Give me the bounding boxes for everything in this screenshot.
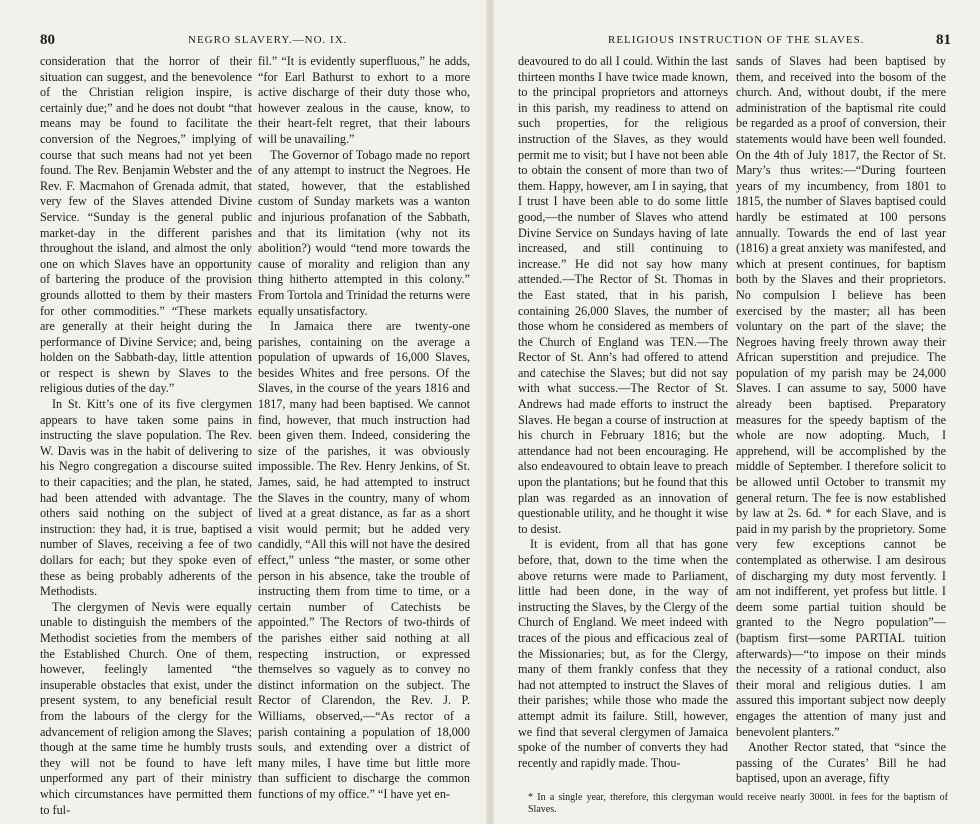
paragraph: It is evident, from all that has gone before, that, down to the time when the above returns were made to Parliament, little had been done, in the way of instructing the Slaves, by the Clergy of the Church of England. We meet indeed with traces of the pious and efficacious zeal of the Missionaries; but, as for the Clergy, many of them frankly confess that they had not attempted to instruct the Slaves of their parishes; while those who made the attempt admit its failure. Still, however, we find that several clergymen of Jamaica spoke of the number of converts they had recently and rapidly made. Thou- — [518, 537, 728, 770]
left-column-2 — [258, 54, 470, 824]
page-number-left: 80 — [40, 32, 55, 48]
paragraph: The clergymen of Nevis were equally unable to distinguish the members of the Methodist societies from the members of the Established Church. One of them, however, feelingly lamented “the insuperable obstacles that exist, under the present system, to any beneficial result from the labours of the clergy for the advancement of religion among the Slaves; though at the same time he humbly trusts they will not be found to have left unperformed any part of their ministry which circumstances have permitted them to ful- — [40, 599, 252, 817]
right-column-2 — [736, 54, 946, 790]
running-head-right: RELIGIOUS INSTRUCTION OF THE SLAVES. — [608, 34, 865, 46]
paragraph: In St. Kitt’s one of its five clergymen appears to have taken some pains in instructing the slave population. The Rev. W. Davis was in the habit of delivering to his Negro congregation a discourse suited to their capacities; and the plan, he stated, had been attended with advantage. The others said nothing on the subject of instruction: they had, it is true, baptised a number of Slaves, receiving a fee of two dollars for each; but they spoke even of these as being probably adherents of the Methodists. — [40, 397, 252, 599]
paragraph: The Governor of Tobago made no report of any attempt to instruct the Negroes. He stated, however, that the established custom of Sunday markets was a wanton and injurious profanation of the Sabbath, and that its limitation (why not its abolition?) would “tend more towards the cause of morality and religion than any thing hitherto attempted in this colony.” From Tortola and Trinidad the returns were equally unsatisfactory. — [258, 147, 470, 318]
page-number-right: 81 — [936, 32, 951, 48]
paragraph: consideration that the horror of their situation can suggest, and the benevolence of the Christian religion inspire, is certainly due;” and he does not doubt “that means may be found to facilitate the conversion of the Negroes,” implying of course that such means had not yet been found. The Rev. Benjamin Webster and the Rev. F. Macmahon of Grenada admit, that very few of the Slaves attended Divine Service. “Sunday is the general public market-day in the different parishes throughout the island, and almost the only one on which Slaves have an opportunity of bartering the produce of the provision grounds allotted to them by their masters for other commodities.” “These markets are generally at their height during the performance of Divine Service; and, being holden on the Sabbath-day, little attention or respect is shewn by Slaves to the religious duties of the day.” — [40, 54, 252, 396]
right-column-1 — [518, 54, 728, 790]
paragraph: Another Rector stated, that “since the passing of the Curates’ Bill he had baptised, upon an average, fifty — [736, 740, 946, 786]
running-head-left: NEGRO SLAVERY.—NO. IX. — [188, 34, 348, 46]
left-column-1 — [40, 54, 252, 824]
paragraph: deavoured to do all I could. Within the last thirteen months I have twice made known, to the principal proprietors and attorneys in this parish, my readiness to attend on such properties, for the religious instruction of the Slaves, as they would permit me to visit; but I have not been able to obtain the consent of more than two of them. Happy, however, am I in saying, that I trust I have been able to do some little good,—the number of Slaves who attend Divine Service on Sundays having of late increased, and still continuing to increase.” He did not say how many attended.—The Rector of St. Thomas in the East stated, that in his parish, containing 26,000 Slaves, the number of those whom he considered as members of the Church of England was TEN.—The Rector of St. Ann’s had offered to attend and catechise the Slaves; but did not say with what success.—The Rector of St. Andrews had made efforts to instruct the Slaves. He began a course of instruction at his church in February 1816; but the attendance had not been encouraging. He also endeavoured to obtain leave to preach upon the plantations; but he found that this plan was regarded as an innovation of questionable utility, and he thought it wise to desist. — [518, 54, 728, 536]
paragraph: In Jamaica there are twenty-one parishes, containing on the average a population of upwards of 16,000 Slaves, besides Whites and free persons. Of the Slaves, in the course of the years 1816 and 1817, many had been baptised. We cannot find, however, that much instruction had been given them. Indeed, considering the size of the parishes, it was obviously impossible. The Rev. Henry Jenkins, of St. James, said, he had attempted to instruct the Slaves in the country, many of whom lived at a great distance, as far as a short visit would permit; but he added very candidly, “All this will not have the desired effect,” unless “the master, or some other person in his absence, take the trouble of instructing them from time to time, or a certain number of Catechists be appointed.” The Rectors of two-thirds of the parishes either said nothing at all respecting instruction, or expressed themselves so vaguely as to convey no distinct information on the subject. The Rector of Clarendon, the Rev. J. P. Williams, observed,—“As rector of a parish containing a population of 18,000 souls, and extending over a district of many miles, I have time but little more than sufficient to discharge the common functions of my office.” “I have yet en- — [258, 319, 470, 801]
right-page — [490, 0, 980, 824]
paragraph: sands of Slaves had been baptised by them, and received into the bosom of the church. And, without doubt, if the mere administration of the baptismal rite could be regarded as a proof of conversion, their statements would have been well founded. On the 4th of July 1817, the Rector of St. Mary’s thus writes:—“During fourteen years of my incumbency, from 1801 to 1815, the number of Slaves baptised could hardly be estimated at 100 persons annually. Towards the end of last year (1816) a great anxiety was manifested, and which at present continues, for baptism both by the Slaves and their proprietors. No compulsion I believe has been exercised by the master; all has been voluntary on the part of the slave; the Negroes having freely thrown away their African superstition and prejudice. The population of my parish may be 24,000 Slaves. I can assume to say, 5000 have already been baptised. Preparatory measures for the speedy baptism of the whole are now adopting. Much, I apprehend, will be accomplished by the middle of September. I therefore solicit to be allowed until October to transmit my general return. The fee is now established by law at 2s. 6d. * for each Slave, and is paid in my parish by the proprietory. Some very few exceptions cannot be contemplated as otherwise. I am desirous of discharging my duty most fervently. I am not indifferent, yet profess but little. I deem some partial tuition should be granted to the Negro population”—(baptism first—some PARTIAL tuition afterwards)—“to impose on their minds the necessity of a rational conduct, also their moral and religious duties. I am assured this important subject now deeply engages the attention of many just and benevolent planters.” — [736, 54, 946, 739]
footnote: * In a single year, therefore, this clergyman would receive nearly 3000l. in fees for the baptism of Slaves. — [528, 792, 948, 815]
paragraph: fil.” “It is evidently superfluous,” he adds, “for Earl Bathurst to exhort to a more active discharge of their duty those who, however zealous in the cause, know, to their heart-felt regret, that their labours will be unavailing.” — [258, 54, 470, 146]
